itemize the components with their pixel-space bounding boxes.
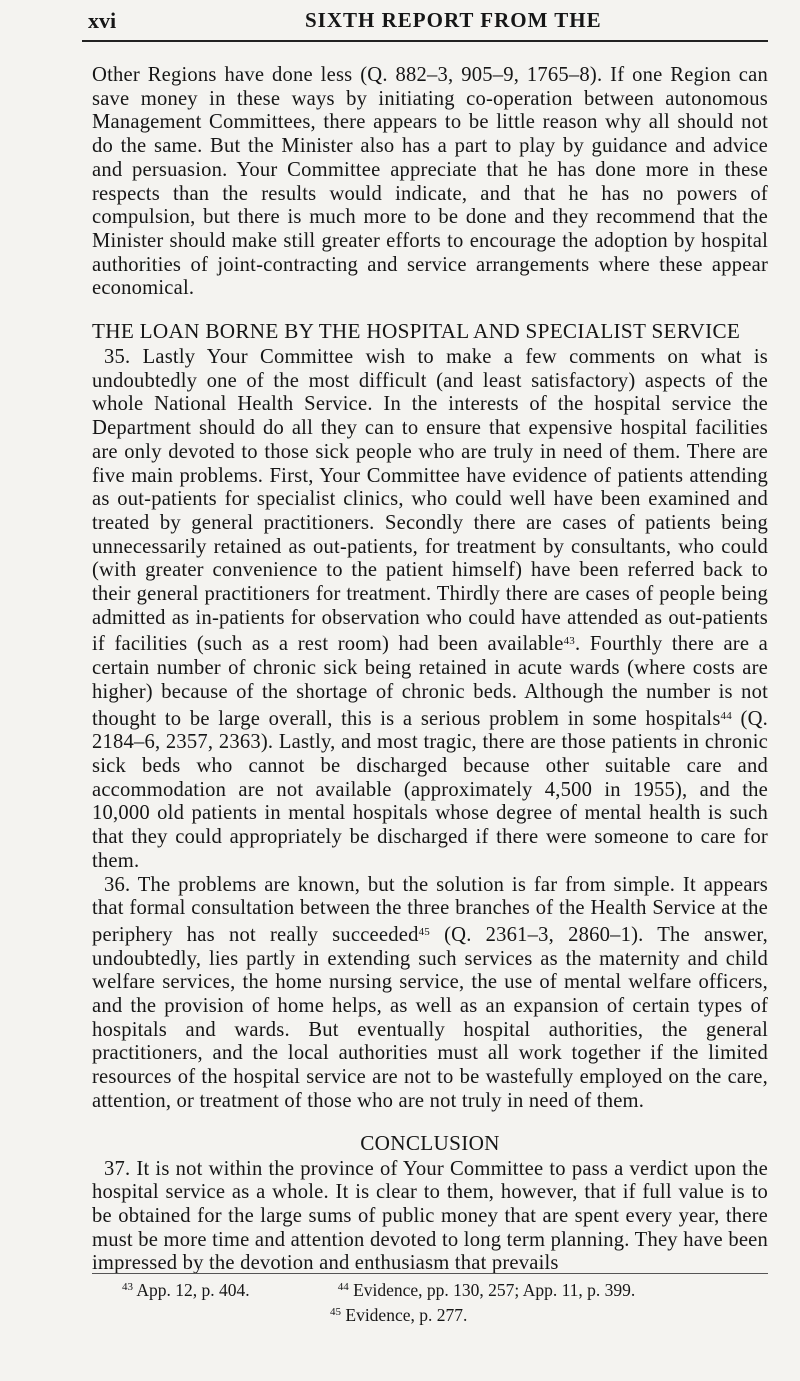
report-body	[92, 64, 768, 1276]
footnote-ref-43: 43	[563, 635, 575, 648]
paragraph-35-text-c: (Q. 2184–6, 2357, 2363). Lastly, and most tragic, there are those patients in chronic sick beds who cannot be discharged because other suitable care and accommodation are not available (approximately 4,500 in 1955), and the 10,000 old patients in mental hospitals whose degree of mental health is such that they could appropriately be discharged if there were someone to care for them.	[92, 707, 768, 872]
footnote-44-text: Evidence, pp. 130, 257; App. 11, p. 399.	[348, 1280, 636, 1300]
paragraph-35-text-b: . Fourthly there are a certain number of chronic sick being retained in acute wards (where costs are higher) because of the shortage of chronic beds. Although the number is not thought to be large overall, this is a serious problem in some hospitals	[92, 633, 768, 730]
footnote-44	[338, 1280, 636, 1300]
paragraph-37: 37. It is not within the province of Your Committee to pass a verdict upon the hospital service as a whole. It is clear to them, however, that if full value is to be obtained for the large sums of public money that are spent every year, there must be more time and attention devoted to long term planning. They have been impressed by the devotion and enthusiasm that prevails	[92, 1157, 768, 1275]
paragraph-35-text-a: 35. Lastly Your Committee wish to make a few comments on what is undoubtedly one of the most difficult (and least satisfactory) aspects of the whole National Health Service. In the interests of the hospital service the Department should do all they can to ensure that expensive hospital facilities are only devoted to those sick people who are truly in need of them. There are five main problems. First, Your Committee have evidence of patients attending as out-patients for specialist clinics, who could well have been examined and treated by general practitioners. Secondly there are cases of patients being unnecessarily retained as out-patients, for treatment by consultants, who could (with greater convenience to the patient himself) have been referred back to their general practitioners for treatment. Thirdly there are cases of people being admitted as in-patients for observation who could have attended as out-patients if facilities (such as a rest room) had been available	[92, 346, 768, 656]
running-title: SIXTH REPORT FROM THE	[305, 8, 602, 32]
footnote-45	[330, 1305, 467, 1325]
paragraph-36	[92, 874, 768, 1114]
footnote-45-text: Evidence, p. 277.	[341, 1305, 468, 1325]
footnote-line-2	[122, 1301, 768, 1326]
paragraph-continued: Other Regions have done less (Q. 882–3, 905–9, 1765–8). If one Region can save money in these ways by initiating co-operation between autonomous Management Committees, there appears to be little reason why all should not do the same. But the Minister also has a part to play by guidance and advice and persuasion. Your Committee appreciate that he has done more in these respects than the results would indicate, and that he has no powers of compulsion, but there is much more to be done and they recommend that the Minister should make still greater efforts to encourage the adoption by hospital authorities of joint-contracting and service arrangements where these appear economical.	[92, 64, 768, 300]
paragraph-36-text-a: 36. The problems are known, but the solution is far from simple. It appears that formal consultation between the three branches of the Health Service at the periphery has not really succeeded	[92, 873, 768, 946]
footnote-mark-45: 45	[330, 1306, 341, 1318]
footnote-ref-45: 45	[418, 925, 430, 938]
footnote-line-1	[122, 1276, 768, 1301]
page-number: xvi	[88, 8, 117, 33]
paragraph-35	[92, 346, 768, 873]
section-heading-conclusion: CONCLUSION	[360, 1130, 500, 1155]
running-header	[80, 8, 770, 33]
footnote-mark-43: 43	[122, 1281, 133, 1293]
footnote-ref-44: 44	[720, 709, 732, 722]
footnote-43	[122, 1280, 250, 1300]
footnote-mark-44: 44	[337, 1281, 349, 1293]
footnotes	[122, 1276, 768, 1326]
section-heading-loan: THE LOAN BORNE BY THE HOSPITAL AND SPECIALIST SERVICE	[92, 319, 741, 344]
footnote-43-text: App. 12, p. 404.	[133, 1280, 250, 1300]
paragraph-36-text-b: (Q. 2361–3, 2860–1). The answer, undoubtedly, lies partly in extending such services as the maternity and child welfare services, the home nursing service, the use of mental welfare officers, and the provision of home helps, as well as an expansion of certain types of hospitals and wards. But eventually hospital authorities, the general practitioners, and the local authorities must all work together if the limited resources of the hospital service are not to be wastefully employed on the care, attention, or treatment of those who are not truly in need of them.	[92, 923, 768, 1112]
header-rule	[82, 40, 768, 42]
footnote-rule	[92, 1273, 768, 1274]
